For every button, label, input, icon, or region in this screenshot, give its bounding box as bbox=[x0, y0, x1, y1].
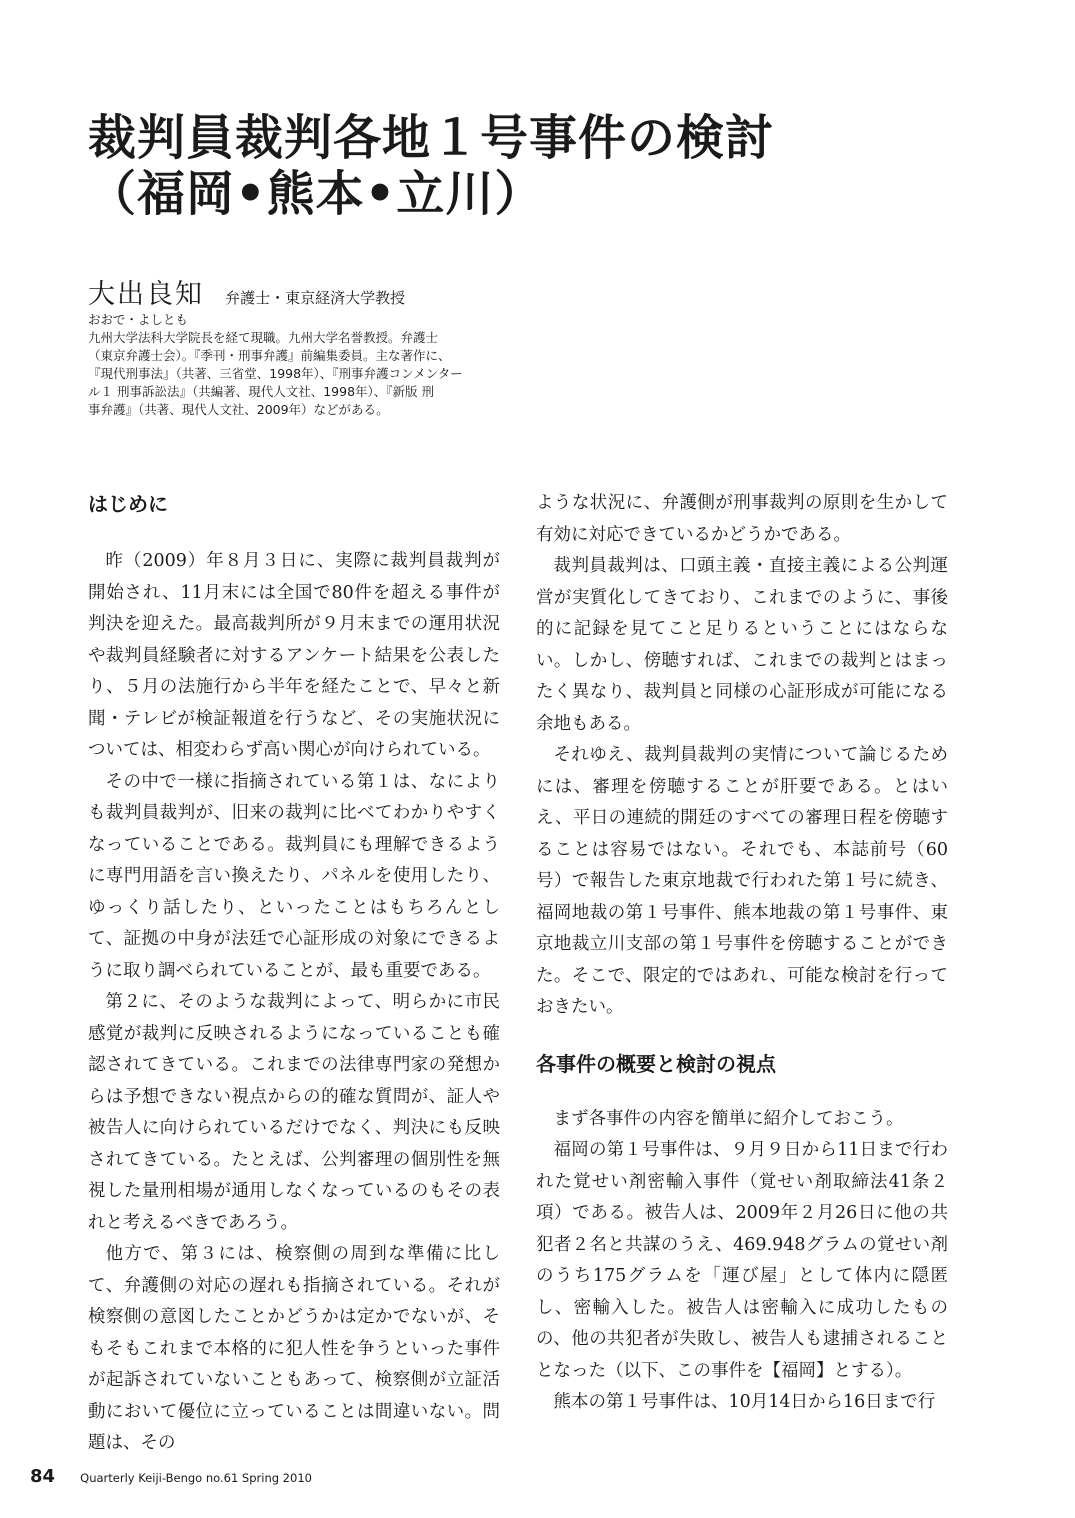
body-paragraph: 第２に、そのような裁判によって、明らかに市民感覚が裁判に反映されるようになっていることも確認されてきている。これまでの法律専門家の発想からは予想できない視点からの的確な質問が、証人や被告人に向けられているだけでなく、判決にも反映されてきている。たとえば、公判審理の個別性を無視した量刑相場が通用しなくなっているのもその表れと考えるべきであろう。 bbox=[88, 992, 500, 1233]
title-line-1: 裁判員裁判各地１号事件の検討 bbox=[88, 110, 775, 166]
body-paragraph: 福岡の第１号事件は、９月９日から11日まで行われた覚せい剤密輸入事件（覚せい剤取締法41条２項）である。被告人は、2009年２月26日に他の共犯者２名と共謀のうえ、469.948グラムの覚せい剤のうち175グラムを「運び屋」として体内に隠匿し、密輸入した。被告人は密輸入に成功したものの、他の共犯者が失敗し、被告人も逮捕されることとなった（以下、この事件を【福岡】とする）。 bbox=[536, 1140, 948, 1381]
section-heading-case-overview: 各事件の概要と検討の視点 bbox=[536, 1051, 776, 1076]
author-name: 大出良知 bbox=[88, 279, 204, 310]
journal-name: Quarterly Keiji-Bengo no.61 Spring 2010 bbox=[80, 1471, 312, 1485]
author-byline bbox=[88, 272, 405, 311]
body-paragraph-continuation: ような状況に、弁護側が刑事裁判の原則を生かして有効に対応できているかどうかである。 bbox=[536, 493, 948, 545]
bio-line: 『現代刑事法』（共著、三省堂、1998年）、『刑事弁護コンメンター bbox=[88, 366, 463, 381]
page-number: 84 bbox=[30, 1466, 56, 1487]
bio-line: （東京弁護士会）。『季刊・刑事弁護』前編集委員。主な著作に、 bbox=[88, 348, 451, 363]
section-heading-introduction: はじめに bbox=[88, 492, 168, 516]
body-paragraph: 熊本の第１号事件は、10月14日から16日まで行 bbox=[553, 1392, 936, 1412]
article-title bbox=[88, 110, 988, 222]
bio-line: ル１ 刑事訴訟法』（共編著、現代人文社、1998年）、『新版 刑 bbox=[88, 384, 435, 399]
body-paragraph: まず各事件の内容を簡単に紹介しておこう。 bbox=[553, 1108, 904, 1129]
title-line-2: （福岡•熊本•立川） bbox=[88, 166, 544, 222]
bio-line: 事弁護』（共著、現代人文社、2009年）などがある。 bbox=[88, 402, 389, 417]
bio-line: 九州大学法科大学院長を経て現職。九州大学名誉教授。弁護士 bbox=[88, 330, 439, 345]
body-paragraph: それゆえ、裁判員裁判の実情について論じるためには、審理を傍聴することが肝要である。とはいえ、平日の連続的開廷のすべての審理日程を傍聴することは容易ではない。それでも、本誌前号（60号）で報告した東京地裁で行われた第１号に続き、福岡地裁の第１号事件、熊本地裁の第１号事件、東京地裁立川支部の第１号事件を傍聴することができた。そこで、限定的ではあれ、可能な検討を行っておきたい。 bbox=[536, 745, 948, 1017]
page-footer bbox=[30, 1466, 312, 1487]
body-paragraph: 昨（2009）年８月３日に、実際に裁判員裁判が開始され、11月末には全国で80件を超える事件が判決を迎えた。最高裁判所が９月末までの運用状況や裁判員経験者に対するアンケート結果を公表したり、５月の法施行から半年を経たことで、早々と新聞・テレビが検証報道を行うなど、その実施状況については、相変わらず高い関心が向けられている。 bbox=[88, 551, 500, 760]
body-paragraph: 他方で、第３には、検察側の周到な準備に比して、弁護側の対応の遅れも指摘されている。それが検察側の意図したことかどうかは定かでないが、そもそもこれまで本格的に犯人性を争うといった事件が起訴されていないこともあって、検察側が立証活動において優位に立っていることは間違いない。問題は、その bbox=[88, 1244, 500, 1453]
right-column bbox=[536, 488, 948, 1419]
author-role: 弁護士・東京経済大学教授 bbox=[225, 289, 406, 307]
body-paragraph: その中で一様に指摘されている第１は、なによりも裁判員裁判が、旧来の裁判に比べてわかりやすくなっていることである。裁判員にも理解できるように専門用語を言い換えたり、パネルを使用したり、ゆっくり話したり、といったことはもちろんとして、証拠の中身が法廷で心証形成の対象にできるように取り調べられていることが、最も重要である。 bbox=[88, 771, 500, 981]
left-column bbox=[88, 488, 500, 1460]
body-paragraph: 裁判員裁判は、口頭主義・直接主義による公判運営が実質化してきており、これまでのように、事後的に記録を見てこと足りるということにはならない。しかし、傍聴すれば、これまでの裁判とはまったく異なり、裁判員と同様の心証形成が可能になる余地もある。 bbox=[536, 556, 948, 734]
author-name-reading: おおで・よしとも bbox=[88, 312, 188, 327]
author-bio bbox=[88, 311, 493, 419]
